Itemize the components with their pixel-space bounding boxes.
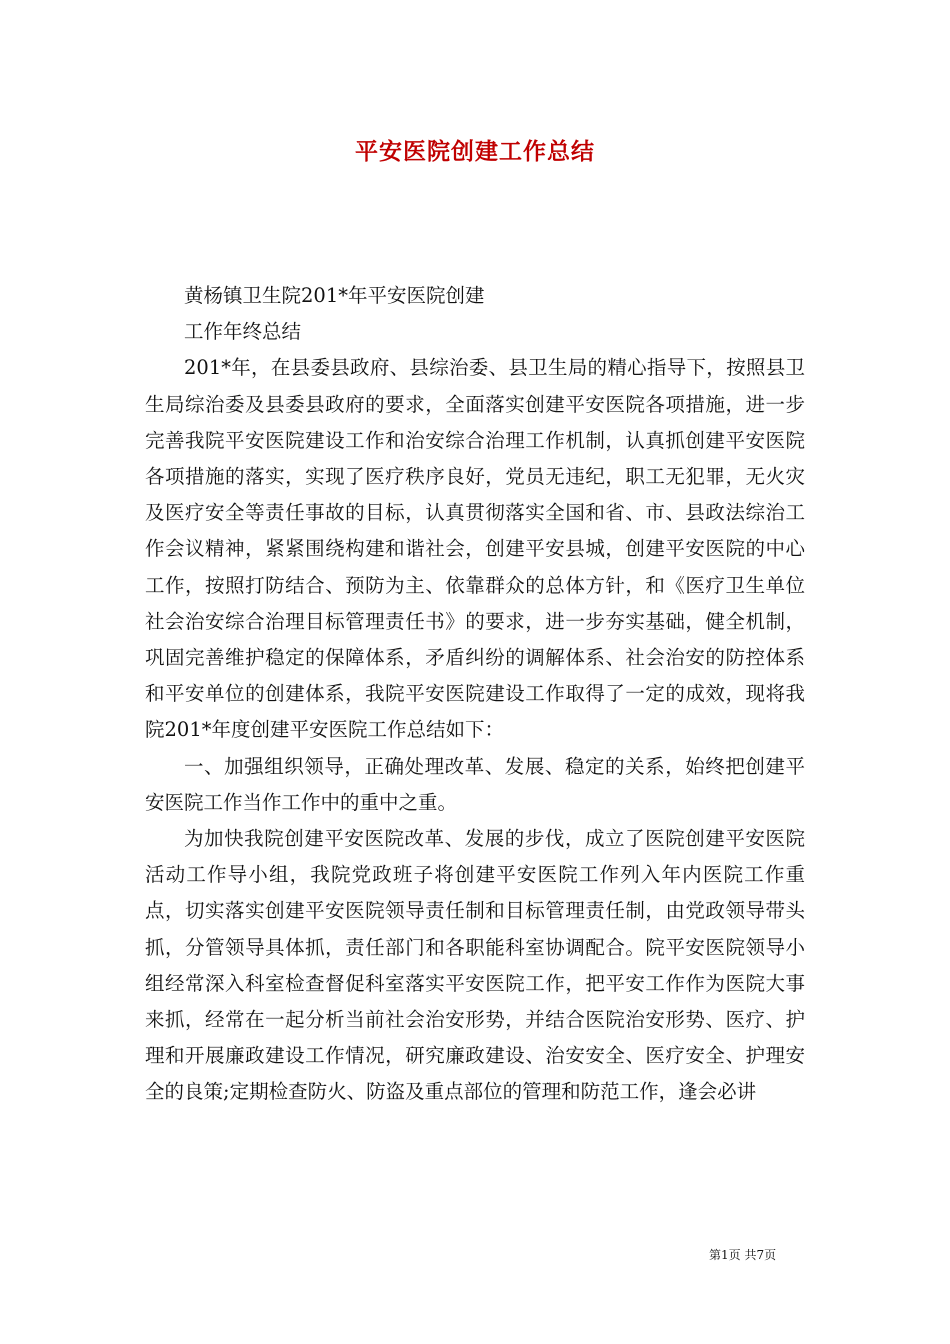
document-title: 平安医院创建工作总结 [355, 138, 595, 165]
paragraph-intro: 201*年，在县委县政府、县综治委、县卫生局的精心指导下，按照县卫生局综治委及县委县政府的要求，全面落实创建平安医院各项措施，进一步完善我院平安医院建设工作和治安综合治理工作机制，认真抓创建平安医院各项措施的落实，实现了医疗秩序良好，党员无违纪，职工无犯罪，无火灾及医疗安全等责任事故的目标，认真贯彻落实全国和省、市、县政法综治工作会议精神，紧紧围绕构建和谐社会，创建平安县城，创建平安医院的中心工作，按照打防结合、预防为主、依靠群众的总体方针，和《医疗卫生单位社会治安综合治理目标管理责任书》的要求，进一步夯实基础，健全机制，巩固完善维护稳定的保障体系，矛盾纠纷的调解体系、社会治安的防控体系和平安单位的创建体系，我院平安医院建设工作取得了一定的成效，现将我院201*年度创建平安医院工作总结如下： [145, 356, 805, 742]
paragraph-section-heading-1: 一、加强组织领导，正确处理改革、发展、稳定的关系，始终把创建平安医院工作当作工作中的重中之重。 [145, 754, 805, 814]
subtitle-line-2: 工作年终总结 [184, 320, 302, 344]
paragraph-section-1-body: 为加快我院创建平安医院改革、发展的步伐，成立了医院创建平安医院活动工作导小组，我院党政班子将创建平安医院工作列入年内医院工作重点，切实落实创建平安医院领导责任制和目标管理责任制，由党政领导带头抓，分管领导具体抓，责任部门和各职能科室协调配合。院平安医院领导小组经常深入科室检查督促科室落实平安医院工作，把平安工作作为医院大事来抓，经常在一起分析当前社会治安形势，并结合医院治安形势、医疗、护理和开展廉政建设工作情况，研究廉政建设、治安安全、医疗安全、护理安全的良策;定期检查防火、防盗及重点部位的管理和防范工作，逢会必讲 [145, 827, 805, 1104]
document-body [145, 278, 805, 1111]
page-number-footer: 第1页 共7页 [709, 1248, 777, 1262]
subtitle-line-1: 黄杨镇卫生院201*年平安医院创建 [184, 284, 485, 307]
